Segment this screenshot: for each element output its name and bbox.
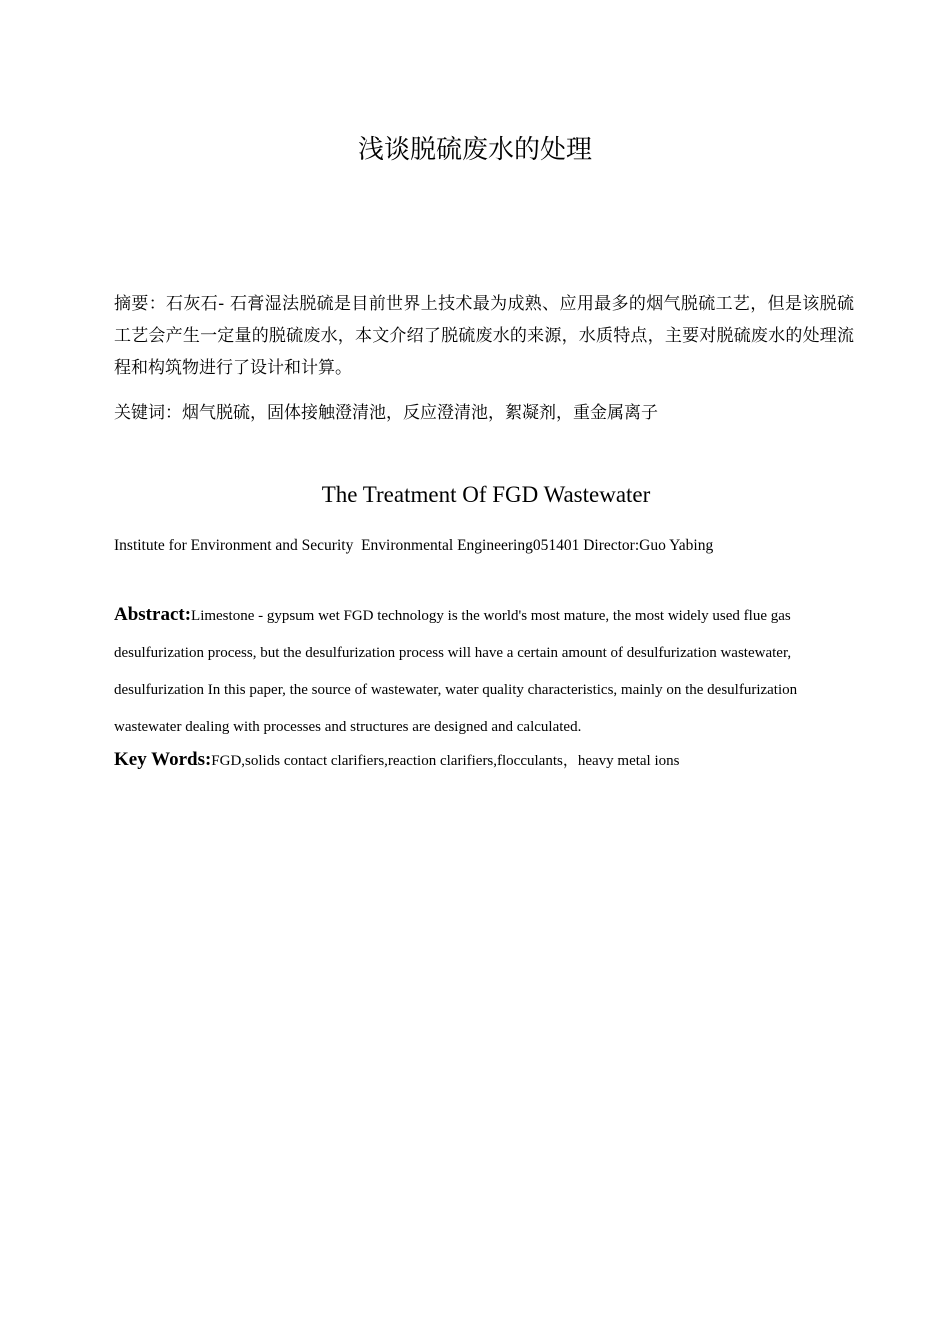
english-keywords: [114, 745, 854, 776]
chinese-keywords: 关键词：烟气脱硫，固体接触澄清池，反应澄清池，絮凝剂，重金属离子: [114, 403, 658, 423]
english-abstract: [114, 596, 852, 746]
keywords-label: Key Words:: [114, 749, 212, 770]
abstract-label: Abstract:: [114, 604, 192, 625]
chinese-abstract: 摘要：石灰石- 石膏湿法脱硫是目前世界上技术最为成熟、应用最多的烟气脱硫工艺，但是该脱硫工艺会产生一定量的脱硫废水，本文介绍了脱硫废水的来源，水质特点，主要对脱硫废水的处理流程和构筑物进行了设计和计算。: [114, 294, 854, 378]
author-affiliation: Institute for Environment and Security Environmental Engineering051401 Director:Guo Yabing: [114, 537, 714, 554]
keywords-text: FGD,solids contact clarifiers,reaction clarifiers,flocculants，heavy metal ions: [211, 753, 680, 769]
chinese-title: 浅谈脱硫废水的处理: [357, 135, 592, 165]
english-title: The Treatment Of FGD Wastewater: [321, 482, 651, 507]
abstract-text: Limestone - gypsum wet FGD technology is the world's most mature, the most widely used flue gas desulfurization process, but the desulfurization process will have a certain amount of desulfurization wastewater, desulfurization In this paper, the source of wastewater, water quality characteristics, mainly on the desulfurization wastewater dealing with processes and structures are designed and calculated.: [114, 608, 798, 735]
